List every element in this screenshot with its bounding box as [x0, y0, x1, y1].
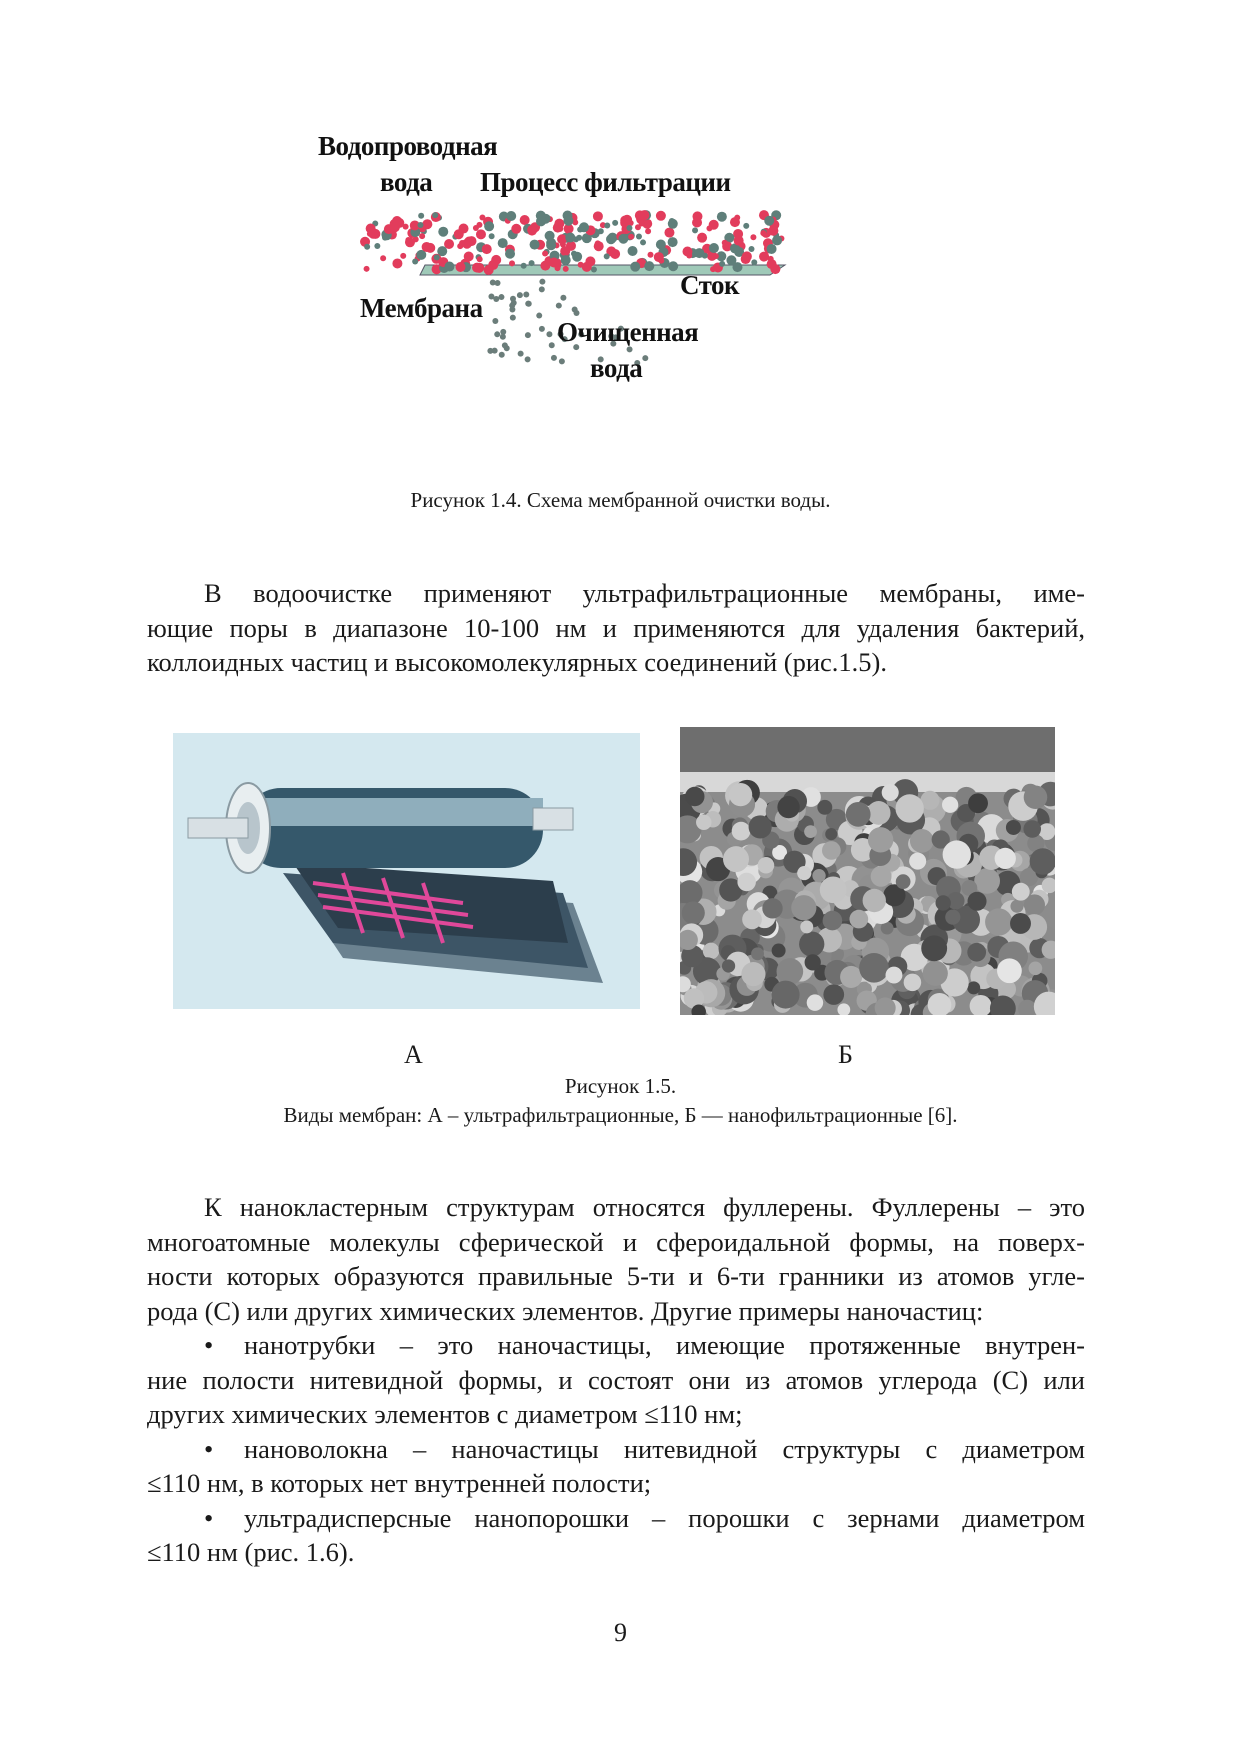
bullet-icon: • — [204, 1502, 214, 1533]
bullet-line: • нанотрубки – это наночастицы, имеющие протяженные внутрен- — [147, 1328, 1085, 1363]
text-line: ние полости нитевидной формы, и состоят они из атомов углерода (С) или — [147, 1364, 1085, 1395]
figure-membrane-scheme — [318, 115, 865, 455]
figure-label-a: А — [404, 1040, 423, 1069]
membrane-roll-illustration — [173, 733, 640, 1009]
figure-1-5-caption: Виды мембран: А – ультрафильтрационные, Б — нанофильтрационные [6]. — [283, 1103, 958, 1127]
page-number: 9 — [614, 1618, 627, 1647]
paragraph-2 — [147, 1190, 1085, 1570]
label-membrane: Мембрана — [360, 293, 483, 323]
label-clean-water: Очищенная — [557, 317, 699, 347]
text-line: других химических элементов с диаметром ≤110 нм; — [147, 1399, 743, 1429]
text-line: ности которых образуются правильные 5-ти и 6-ти гранники из атомов угле- — [147, 1261, 1085, 1291]
membrane-micrograph — [680, 727, 1055, 1015]
label-tap-water: Водопроводная — [318, 131, 498, 161]
bullet-icon: • — [204, 1433, 214, 1464]
text-line: ≤110 нм (рис. 1.6). — [147, 1537, 355, 1567]
bullet-icon: • — [204, 1330, 214, 1360]
text-line: многоатомные молекулы сферической и сфероидальной формы, на поверх- — [147, 1226, 1085, 1257]
figure-1-4-caption: Рисунок 1.4. Схема мембранной очистки воды. — [410, 488, 831, 512]
membrane-scheme-illustration — [345, 115, 865, 455]
label-filtration: Процесс фильтрации — [480, 167, 731, 197]
label-drain: Сток — [680, 270, 740, 300]
paragraph-1 — [147, 576, 1085, 680]
text-line: рода (С) или других химических элементов. Другие примеры наночастиц: — [147, 1295, 984, 1326]
text-line: В водоочистке применяют ультрафильтрационные мембраны, име- — [204, 578, 1085, 608]
text-line: ≤110 нм, в которых нет внутренней полости; — [147, 1468, 652, 1498]
figure-ultrafiltration-membrane — [173, 733, 640, 1009]
text-line: коллоидных частиц и высокомолекулярных соединений (рис.1.5). — [147, 647, 887, 677]
figure-1-5-caption-title: Рисунок 1.5. — [564, 1074, 677, 1098]
bullet-line: • ультрадисперсные нанопорошки – порошки с зернами диаметром — [147, 1501, 1085, 1536]
bullet-line: • нановолокна – наночастицы нитевидной структуры с диаметром — [147, 1432, 1085, 1467]
figure-label-b: Б — [838, 1040, 853, 1069]
label-clean-water-2: вода — [590, 353, 643, 383]
label-tap-water-2: вода — [380, 167, 433, 197]
text-line: К нанокластерным структурам относятся фуллерены. Фуллерены – это — [204, 1192, 1085, 1222]
text-line: ющие поры в диапазоне 10-100 нм и применяются для удаления бактерий, — [147, 612, 1085, 643]
figure-nanofiltration-membrane — [680, 727, 1055, 1015]
